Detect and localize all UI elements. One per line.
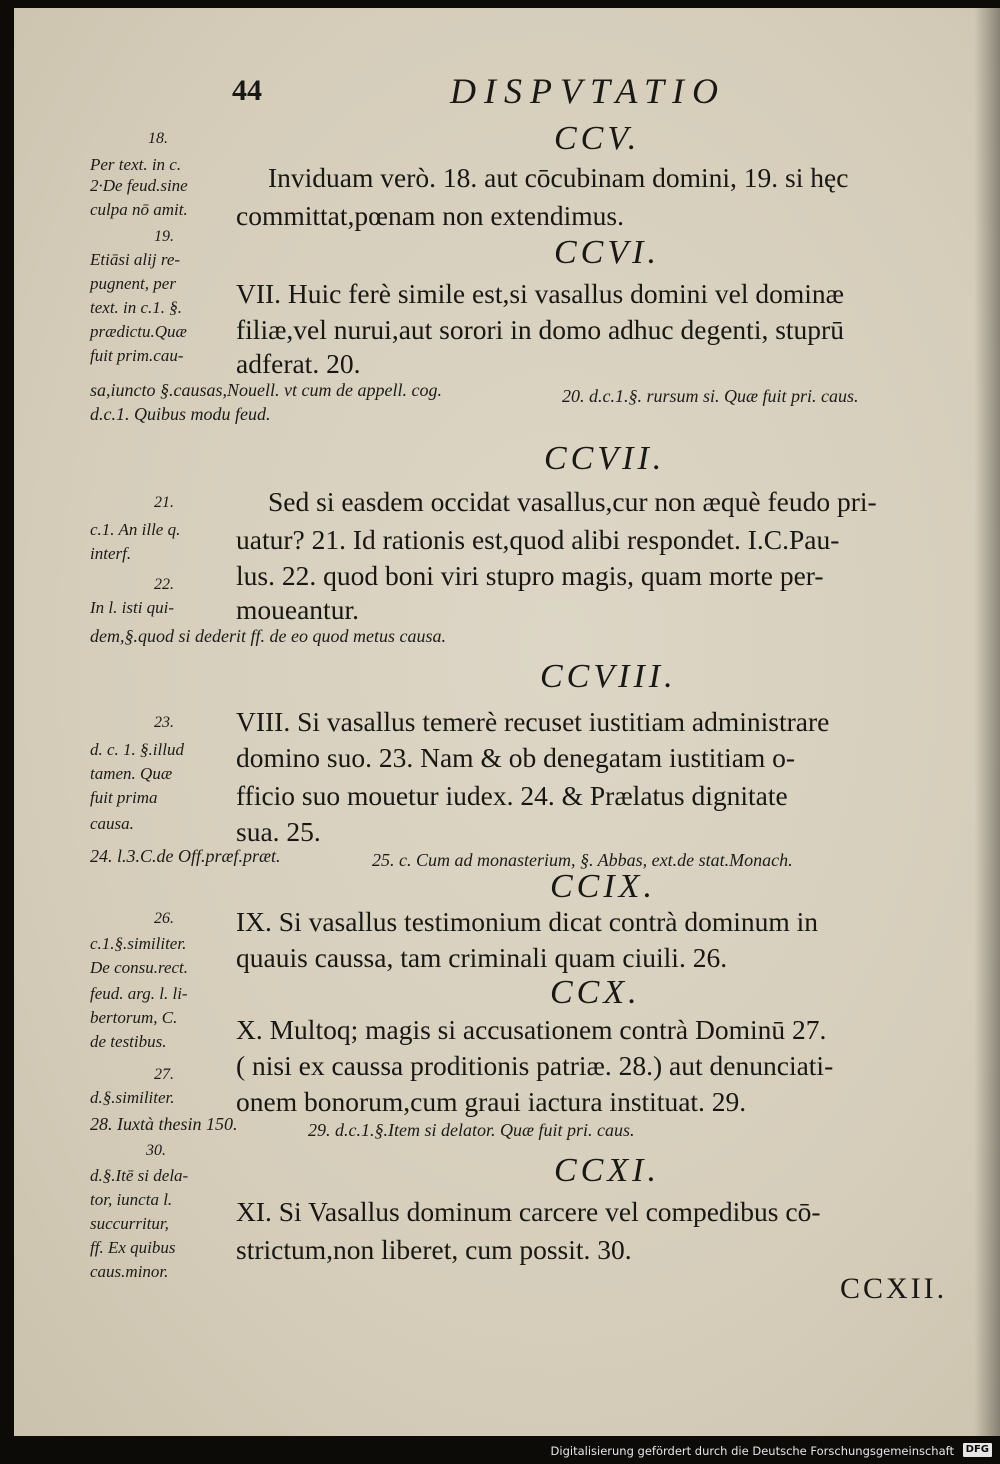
section-number: CCXI. [554, 1152, 660, 1189]
footnote-line: sa,iuncto §.causas,Nouell. vt cum de appell. cog. [90, 380, 442, 400]
body-text-line: quauis caussa, tam criminali quam ciuili. 26. [236, 942, 728, 973]
page-number: 44 [232, 74, 262, 107]
catchword: CCXII. [840, 1272, 948, 1305]
body-text-line: filiæ,vel nurui,aut sorori in domo adhuc degenti, stuprū [236, 314, 844, 345]
margin-note-line: fuit prim.cau- [90, 346, 184, 365]
margin-note-line: tamen. Quæ [90, 764, 173, 783]
body-text-line: VIII. Si vasallus temerè recuset iustitiam administrare [236, 706, 830, 737]
margin-note-line: prædictu.Quæ [90, 322, 187, 341]
body-text-line: uatur? 21. Id rationis est,quod alibi respondet. I.C.Pau- [236, 524, 840, 555]
margin-note-line: Per text. in c. [90, 155, 182, 174]
footnote-line: 24. l.3.C.de Off.præf.præt. [90, 846, 281, 866]
body-text-line: sua. 25. [236, 816, 321, 847]
section-number: CCVIII. [540, 658, 677, 695]
body-text-line: moueantur. [236, 594, 359, 625]
funding-credit: Digitalisierung gefördert durch die Deutsche Forschungsgemeinschaft [550, 1444, 954, 1458]
margin-note-line: In l. isti qui- [90, 598, 175, 617]
margin-note-line: d. c. 1. §.illud [90, 740, 184, 759]
body-text-line: IX. Si vasallus testimonium dicat contrà dominum in [236, 906, 819, 937]
margin-ref-number: 30. [146, 1142, 166, 1159]
section-number: CCVI. [554, 234, 660, 271]
margin-ref-number: 26. [154, 910, 174, 927]
body-text-line: Inviduam verò. 18. aut cōcubinam domini, 19. si hęc [268, 162, 849, 193]
body-text-line: domino suo. 23. Nam & ob denegatam iustitiam o- [236, 742, 796, 773]
book-page [14, 8, 1000, 1436]
section-number: CCV. [554, 120, 641, 157]
margin-ref-number: 18. [148, 130, 168, 147]
section-number: CCX. [550, 974, 641, 1011]
margin-note-line: d.§.similiter. [90, 1088, 175, 1107]
margin-note-line: succurritur, [90, 1214, 169, 1233]
margin-note-line: d.§.Itē si dela- [90, 1166, 189, 1185]
body-text-line: Sed si easdem occidat vasallus,cur non æquè feudo pri- [268, 486, 877, 517]
margin-note-line: pugnent, per [90, 274, 176, 293]
margin-note-line: De consu.rect. [90, 958, 189, 977]
margin-ref-number: 22. [154, 576, 174, 593]
margin-note-line: culpa nō amit. [90, 200, 188, 219]
footnote-line: 29. d.c.1.§.Item si delator. Quæ fuit pri. caus. [308, 1120, 635, 1140]
section-number: CCIX. [550, 868, 656, 905]
body-text-line: VII. Huic ferè simile est,si vasallus domini vel dominæ [236, 278, 844, 309]
body-text-line: fficio suo mouetur iudex. 24. & Prælatus dignitate [236, 780, 788, 811]
page-fold-shadow [974, 8, 1000, 1436]
body-text-line: onem bonorum,cum graui iactura instituat. 29. [236, 1086, 747, 1117]
margin-note-line: fuit prima [90, 788, 158, 807]
running-title: DISPVTATIO [450, 71, 726, 111]
section-number: CCVII. [544, 440, 666, 477]
margin-note-line: c.1.§.similiter. [90, 934, 187, 953]
body-text-line: committat,pœnam non extendimus. [236, 200, 624, 231]
digitization-footer [0, 1436, 1000, 1464]
margin-note-line: caus.minor. [90, 1262, 169, 1281]
margin-note-line: de testibus. [90, 1032, 167, 1051]
margin-ref-number: 21. [154, 494, 174, 511]
margin-note-line: causa. [90, 814, 134, 833]
body-text-line: lus. 22. quod boni viri stupro magis, quam morte per- [236, 560, 824, 591]
margin-note-line: interf. [90, 544, 132, 563]
body-text-line: strictum,non liberet, cum possit. 30. [236, 1234, 632, 1265]
margin-note-line: Etiāsi alij re- [90, 250, 181, 269]
body-text-line: adferat. 20. [236, 348, 361, 379]
margin-note-line: 2·De feud.sine [90, 176, 188, 195]
margin-note-line: tor, iuncta l. [90, 1190, 173, 1209]
footnote-line: 25. c. Cum ad monasterium, §. Abbas, ext.de stat.Monach. [372, 850, 793, 870]
margin-ref-number: 23. [154, 714, 174, 731]
margin-note-line: ff. Ex quibus [90, 1238, 176, 1257]
dfg-logo: DFG [963, 1443, 992, 1457]
margin-note-line: feud. arg. l. li- [90, 984, 188, 1003]
body-text-line: XI. Si Vasallus dominum carcere vel compedibus cō- [236, 1196, 821, 1227]
margin-note-line: text. in c.1. §. [90, 298, 183, 317]
footnote-line: d.c.1. Quibus modu feud. [90, 404, 271, 424]
body-text-line: ( nisi ex caussa proditionis patriæ. 28.) aut denunciati- [236, 1050, 834, 1081]
footnote-line: 20. d.c.1.§. rursum si. Quæ fuit pri. caus. [562, 386, 859, 406]
body-text-line: X. Multoq; magis si accusationem contrà Dominū 27. [236, 1014, 827, 1045]
footnote-line: dem,§.quod si dederit ff. de eo quod metus causa. [90, 626, 446, 646]
margin-ref-number: 27. [154, 1066, 174, 1083]
margin-note-line: c.1. An ille q. [90, 520, 181, 539]
margin-note-line: bertorum, C. [90, 1008, 178, 1027]
margin-ref-number: 19. [154, 228, 174, 245]
footnote-line: 28. Iuxtà thesin 150. [90, 1114, 238, 1134]
